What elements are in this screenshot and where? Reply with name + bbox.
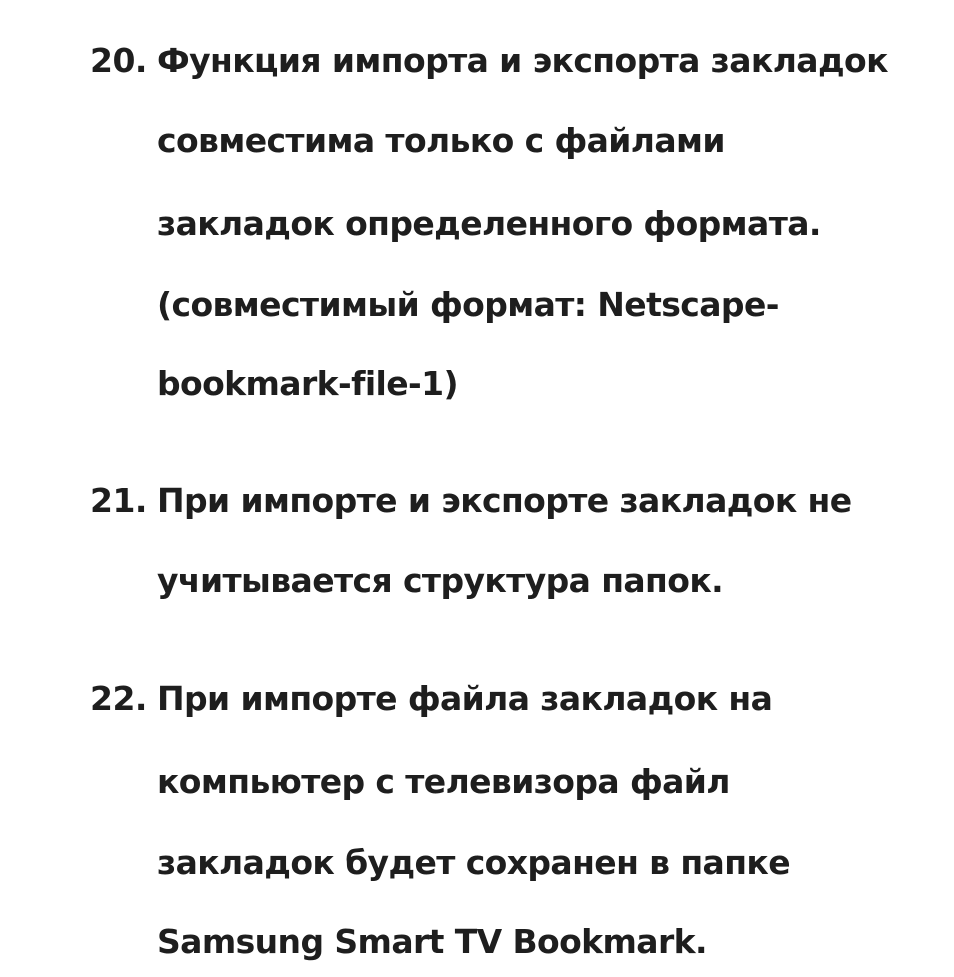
item-text-line: Samsung Smart TV Bookmark. bbox=[157, 922, 707, 961]
item-text-line: При импорте и экспорте закладок не bbox=[157, 481, 852, 520]
item-text-line: bookmark-file-1) bbox=[157, 364, 458, 403]
item-number: 22. bbox=[90, 679, 147, 718]
item-text-line: учитывается структура папок. bbox=[157, 561, 724, 600]
item-text-line: (совместимый формат: Netscape- bbox=[157, 285, 779, 324]
item-number: 21. bbox=[90, 481, 147, 520]
item-text-line: При импорте файла закладок на bbox=[157, 679, 773, 718]
item-number: 20. bbox=[90, 41, 147, 80]
item-text-line: закладок определенного формата. bbox=[157, 204, 821, 243]
item-text-line: компьютер с телевизора файл bbox=[157, 762, 730, 801]
item-text-line: закладок будет сохранен в папке bbox=[157, 843, 790, 882]
item-text-line: Функция импорта и экспорта закладок bbox=[157, 41, 888, 80]
item-text-line: совместима только с файлами bbox=[157, 121, 725, 160]
